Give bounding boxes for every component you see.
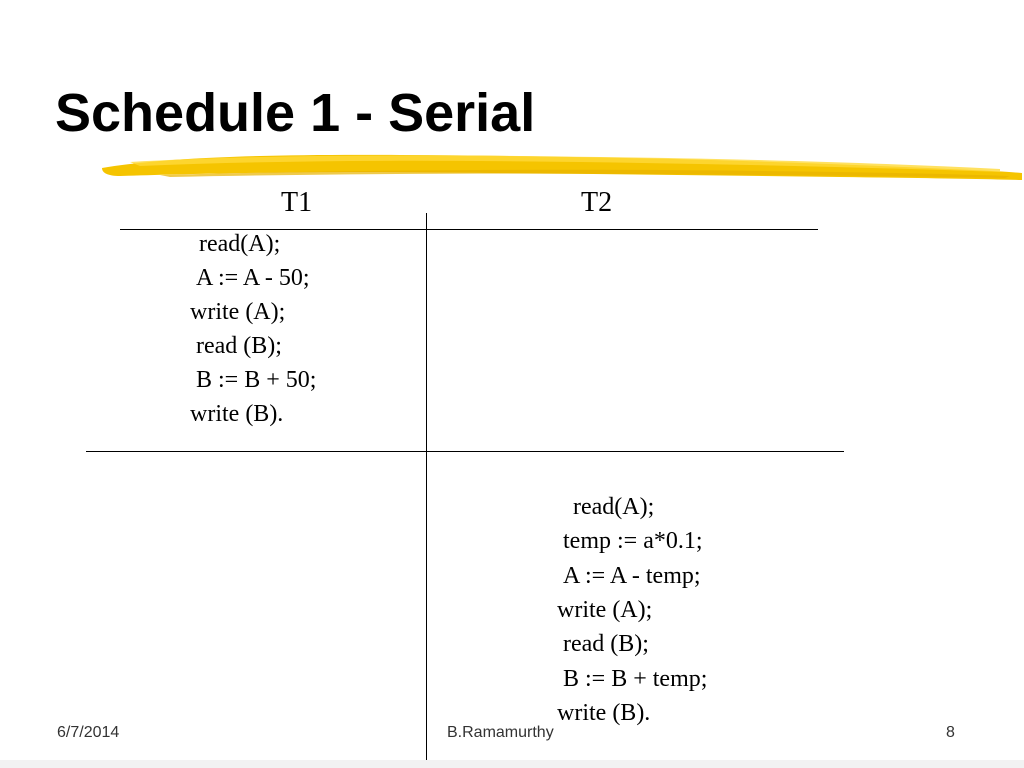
t1-line: A := A - 50;: [196, 265, 310, 291]
slide-title: Schedule 1 - Serial: [55, 83, 536, 143]
footer-date: 6/7/2014: [57, 724, 120, 741]
column-divider-line: [426, 213, 427, 760]
t1-line: read (B);: [196, 333, 282, 359]
t2-line: write (A);: [557, 597, 653, 623]
t2-line: A := A - temp;: [563, 563, 701, 589]
t1-line: B := B + 50;: [196, 367, 317, 393]
t2-line: write (B).: [557, 700, 651, 726]
column-header-t2: T2: [581, 187, 613, 218]
t2-line: temp := a*0.1;: [563, 528, 703, 554]
column-header-t1: T1: [281, 187, 313, 218]
transaction-divider-line: [86, 451, 844, 452]
t1-line: write (A);: [190, 299, 286, 325]
t2-line: B := B + temp;: [563, 666, 708, 692]
t2-line: read(A);: [573, 494, 655, 520]
footer-author: B.Ramamurthy: [447, 724, 554, 741]
title-underline-brush-stroke: [100, 146, 1024, 192]
t2-line: read (B);: [563, 631, 649, 657]
footer-page-number: 8: [946, 724, 955, 741]
bottom-strip: [0, 760, 1024, 768]
t1-line: read(A);: [199, 231, 281, 257]
t1-line: write (B).: [190, 401, 284, 427]
